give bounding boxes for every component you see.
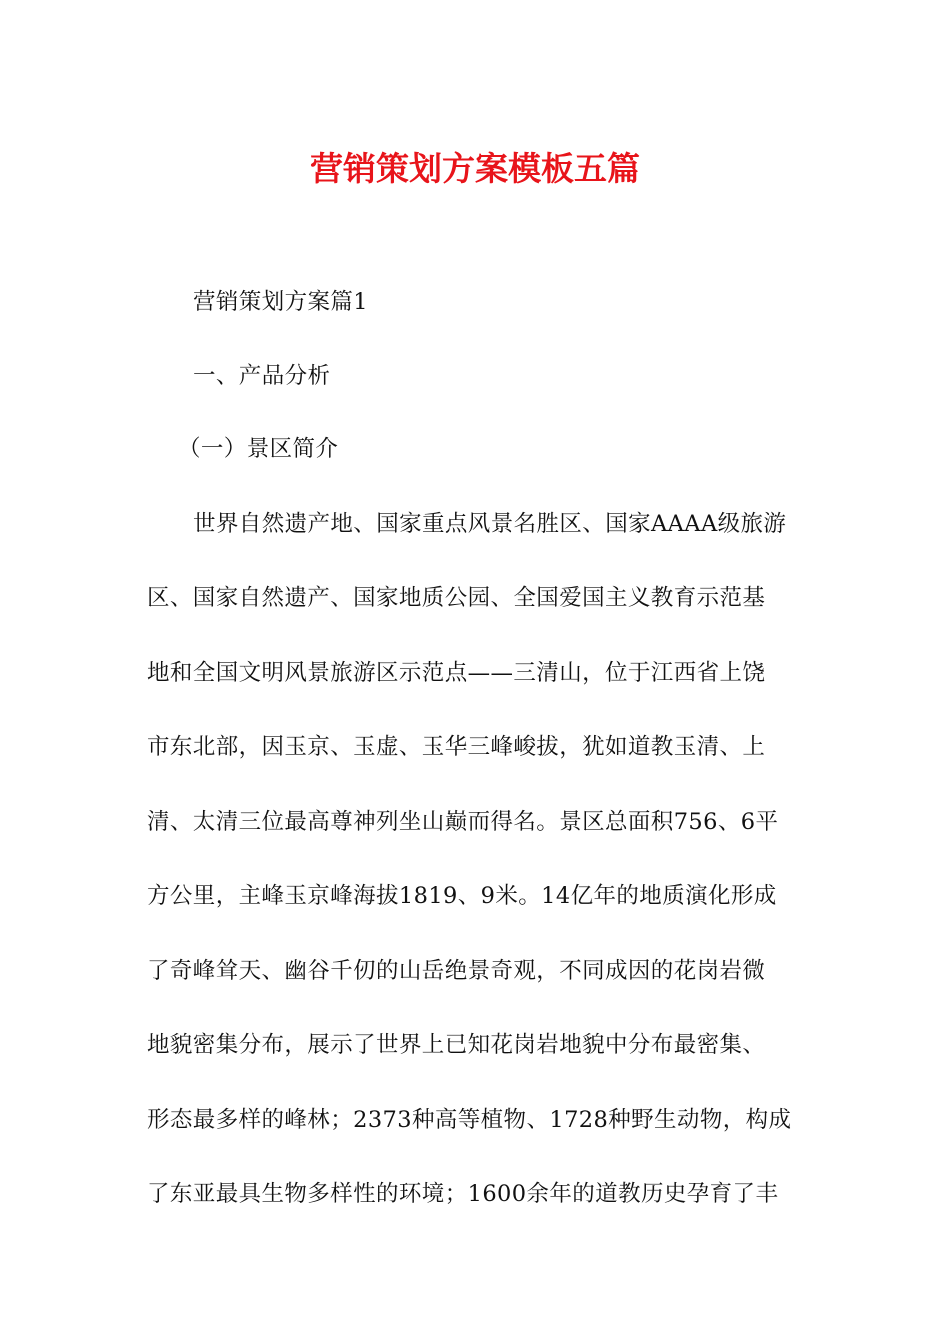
paragraph-line: 地和全国文明风景旅游区示范点——三清山，位于江西省上饶	[147, 660, 766, 686]
paragraph-line: 清、太清三位最高尊神列坐山巅而得名。景区总面积756、6平	[147, 809, 779, 835]
section-heading: 营销策划方案篇1	[193, 289, 369, 315]
paragraph-line: 了东亚最具生物多样性的环境；1600余年的道教历史孕育了丰	[147, 1181, 779, 1207]
paragraph-line: 了奇峰耸天、幽谷千仞的山岳绝景奇观，不同成因的花岗岩微	[147, 958, 766, 984]
paragraph-line: 地貌密集分布，展示了世界上已知花岗岩地貌中分布最密集、	[147, 1032, 766, 1058]
paragraph-line: 市东北部，因玉京、玉虚、玉华三峰峻拔，犹如道教玉清、上	[147, 734, 766, 760]
paragraph-line: 形态最多样的峰林；2373种高等植物、1728种野生动物，构成	[147, 1107, 792, 1133]
subheading-scenic-intro: （一）景区简介	[178, 436, 339, 462]
paragraph-line: 世界自然遗产地、国家重点风景名胜区、国家AAAA级旅游	[193, 511, 787, 537]
document-title: 营销策划方案模板五篇	[310, 149, 640, 188]
subheading-product-analysis: 一、产品分析	[193, 363, 331, 389]
paragraph-line: 区、国家自然遗产、国家地质公园、全国爱国主义教育示范基	[147, 585, 766, 611]
paragraph-line: 方公里，主峰玉京峰海拔1819、9米。14亿年的地质演化形成	[147, 883, 777, 909]
